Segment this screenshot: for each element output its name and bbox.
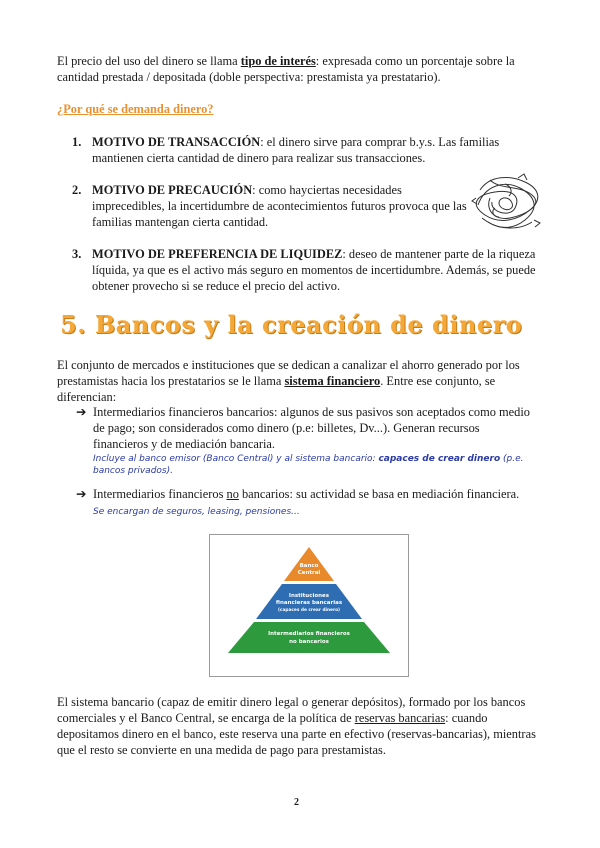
note-text: Incluye al banco emisor (Banco Central) y al sistema bancario: [93, 454, 379, 464]
arrow-bullet-icon: ➔ [76, 405, 87, 419]
bullet-note: Se encargan de seguros, leasing, pensiones... [93, 507, 300, 517]
motive-title: MOTIVO DE TRANSACCIÓN [92, 135, 261, 149]
bullet-text-after: bancarios: su actividad se basa en mediación financiera. [238, 487, 520, 501]
note-emphasis: capaces de crear dinero [378, 454, 501, 464]
bullet-underlined-word: no [226, 487, 239, 501]
motive-description: : deseo de mantener parte de la riqueza líquida, ya que es el activo más seguro en momentos de incertidumbre. Además, se puede obtener provecho si se reduce el precio del activo. [92, 247, 536, 293]
bullet-note [93, 453, 533, 477]
intro-paragraph [57, 53, 547, 85]
motive-title: MOTIVO DE PRECAUCIÓN [92, 183, 253, 197]
motive-number: 3. [72, 247, 82, 261]
arrow-bullet-icon: ➔ [76, 487, 87, 501]
motive-description: : el dinero sirve para comprar b.y.s. Las familias mantienen cierta cantidad de dinero para realizar sus transacciones. [92, 135, 500, 165]
closing-text-after: : cuando depositamos dinero en el banco, este reserva una parte en efectivo (reservas-bancarias), mientras que el resto se convierte en una medida de pago para prestamistas. [57, 711, 536, 757]
pyramid-label-top-2: Central [297, 570, 321, 576]
pyramid-level-bottom [228, 622, 390, 653]
pyramid-label-middle-3: (capaces de crear dinero) [277, 608, 341, 613]
bullet-text: Intermediarios financieros bancarios: algunos de sus pasivos son aceptados como medio de pago; son considerados como dinero (p.e: billetes, Dv...). Generan recursos financieros y de mediación bancaria. [93, 405, 530, 451]
motive-description: : como hayciertas necesidades imprecedibles, la incertidumbre de acontecimientos futuros provoca que las familias mantengan cierta cantidad. [92, 183, 467, 229]
section-heading: 5. Bancos y la creación de dinero [60, 310, 523, 339]
note-text-after: (p.e. bancos privados). [93, 454, 524, 476]
intro-text: El precio del uso del dinero se llama [57, 54, 241, 68]
tangled-scribble-illustration [470, 170, 545, 232]
fs-text: El conjunto de mercados e instituciones que se dedican a canalizar el ahorro generado por los prestamistas hacia los prestatarios se le llama [57, 358, 520, 388]
financial-system-paragraph [57, 357, 547, 405]
closing-text: El sistema bancario (capaz de emitir dinero legal o generar depósitos), formado por los bancos comerciales y el Banco Central, se encarga de la política de [57, 695, 526, 725]
closing-paragraph [57, 694, 547, 758]
term-interest-rate: tipo de interés [240, 54, 316, 68]
term-bank-reserves: reservas bancarias [354, 711, 446, 725]
intro-text-after: : expresada como un porcentaje sobre la cantidad prestada / depositada (doble perspectiva: prestamista ya prestatario). [57, 54, 515, 84]
term-financial-system: sistema financiero [284, 374, 381, 388]
pyramid-label-middle-2: financieras bancarias [275, 600, 343, 606]
pyramid-label-middle-1: Instituciones [288, 593, 330, 599]
bullet-content [93, 486, 533, 520]
fs-text-after: . Entre ese conjunto, se diferencian: [57, 374, 496, 404]
motive-text [92, 246, 542, 294]
bullet-text: Intermediarios financieros [93, 487, 227, 501]
motive-number: 2. [72, 183, 82, 197]
pyramid-label-bottom-1: Intermediarios financieros [268, 631, 350, 637]
motive-text [92, 134, 552, 166]
motive-text [92, 182, 477, 230]
pyramid-label-bottom-2: no bancarios [289, 639, 329, 645]
motive-number: 1. [72, 135, 82, 149]
pyramid-diagram [210, 535, 408, 676]
bullet-content [93, 404, 533, 477]
pyramid-label-top-1: Banco [299, 563, 319, 569]
page-number: 2 [294, 797, 299, 808]
motive-title: MOTIVO DE PREFERENCIA DE LIQUIDEZ [92, 247, 343, 261]
financial-pyramid-figure [209, 534, 409, 677]
question-heading: ¿Por qué se demanda dinero? [57, 102, 214, 116]
